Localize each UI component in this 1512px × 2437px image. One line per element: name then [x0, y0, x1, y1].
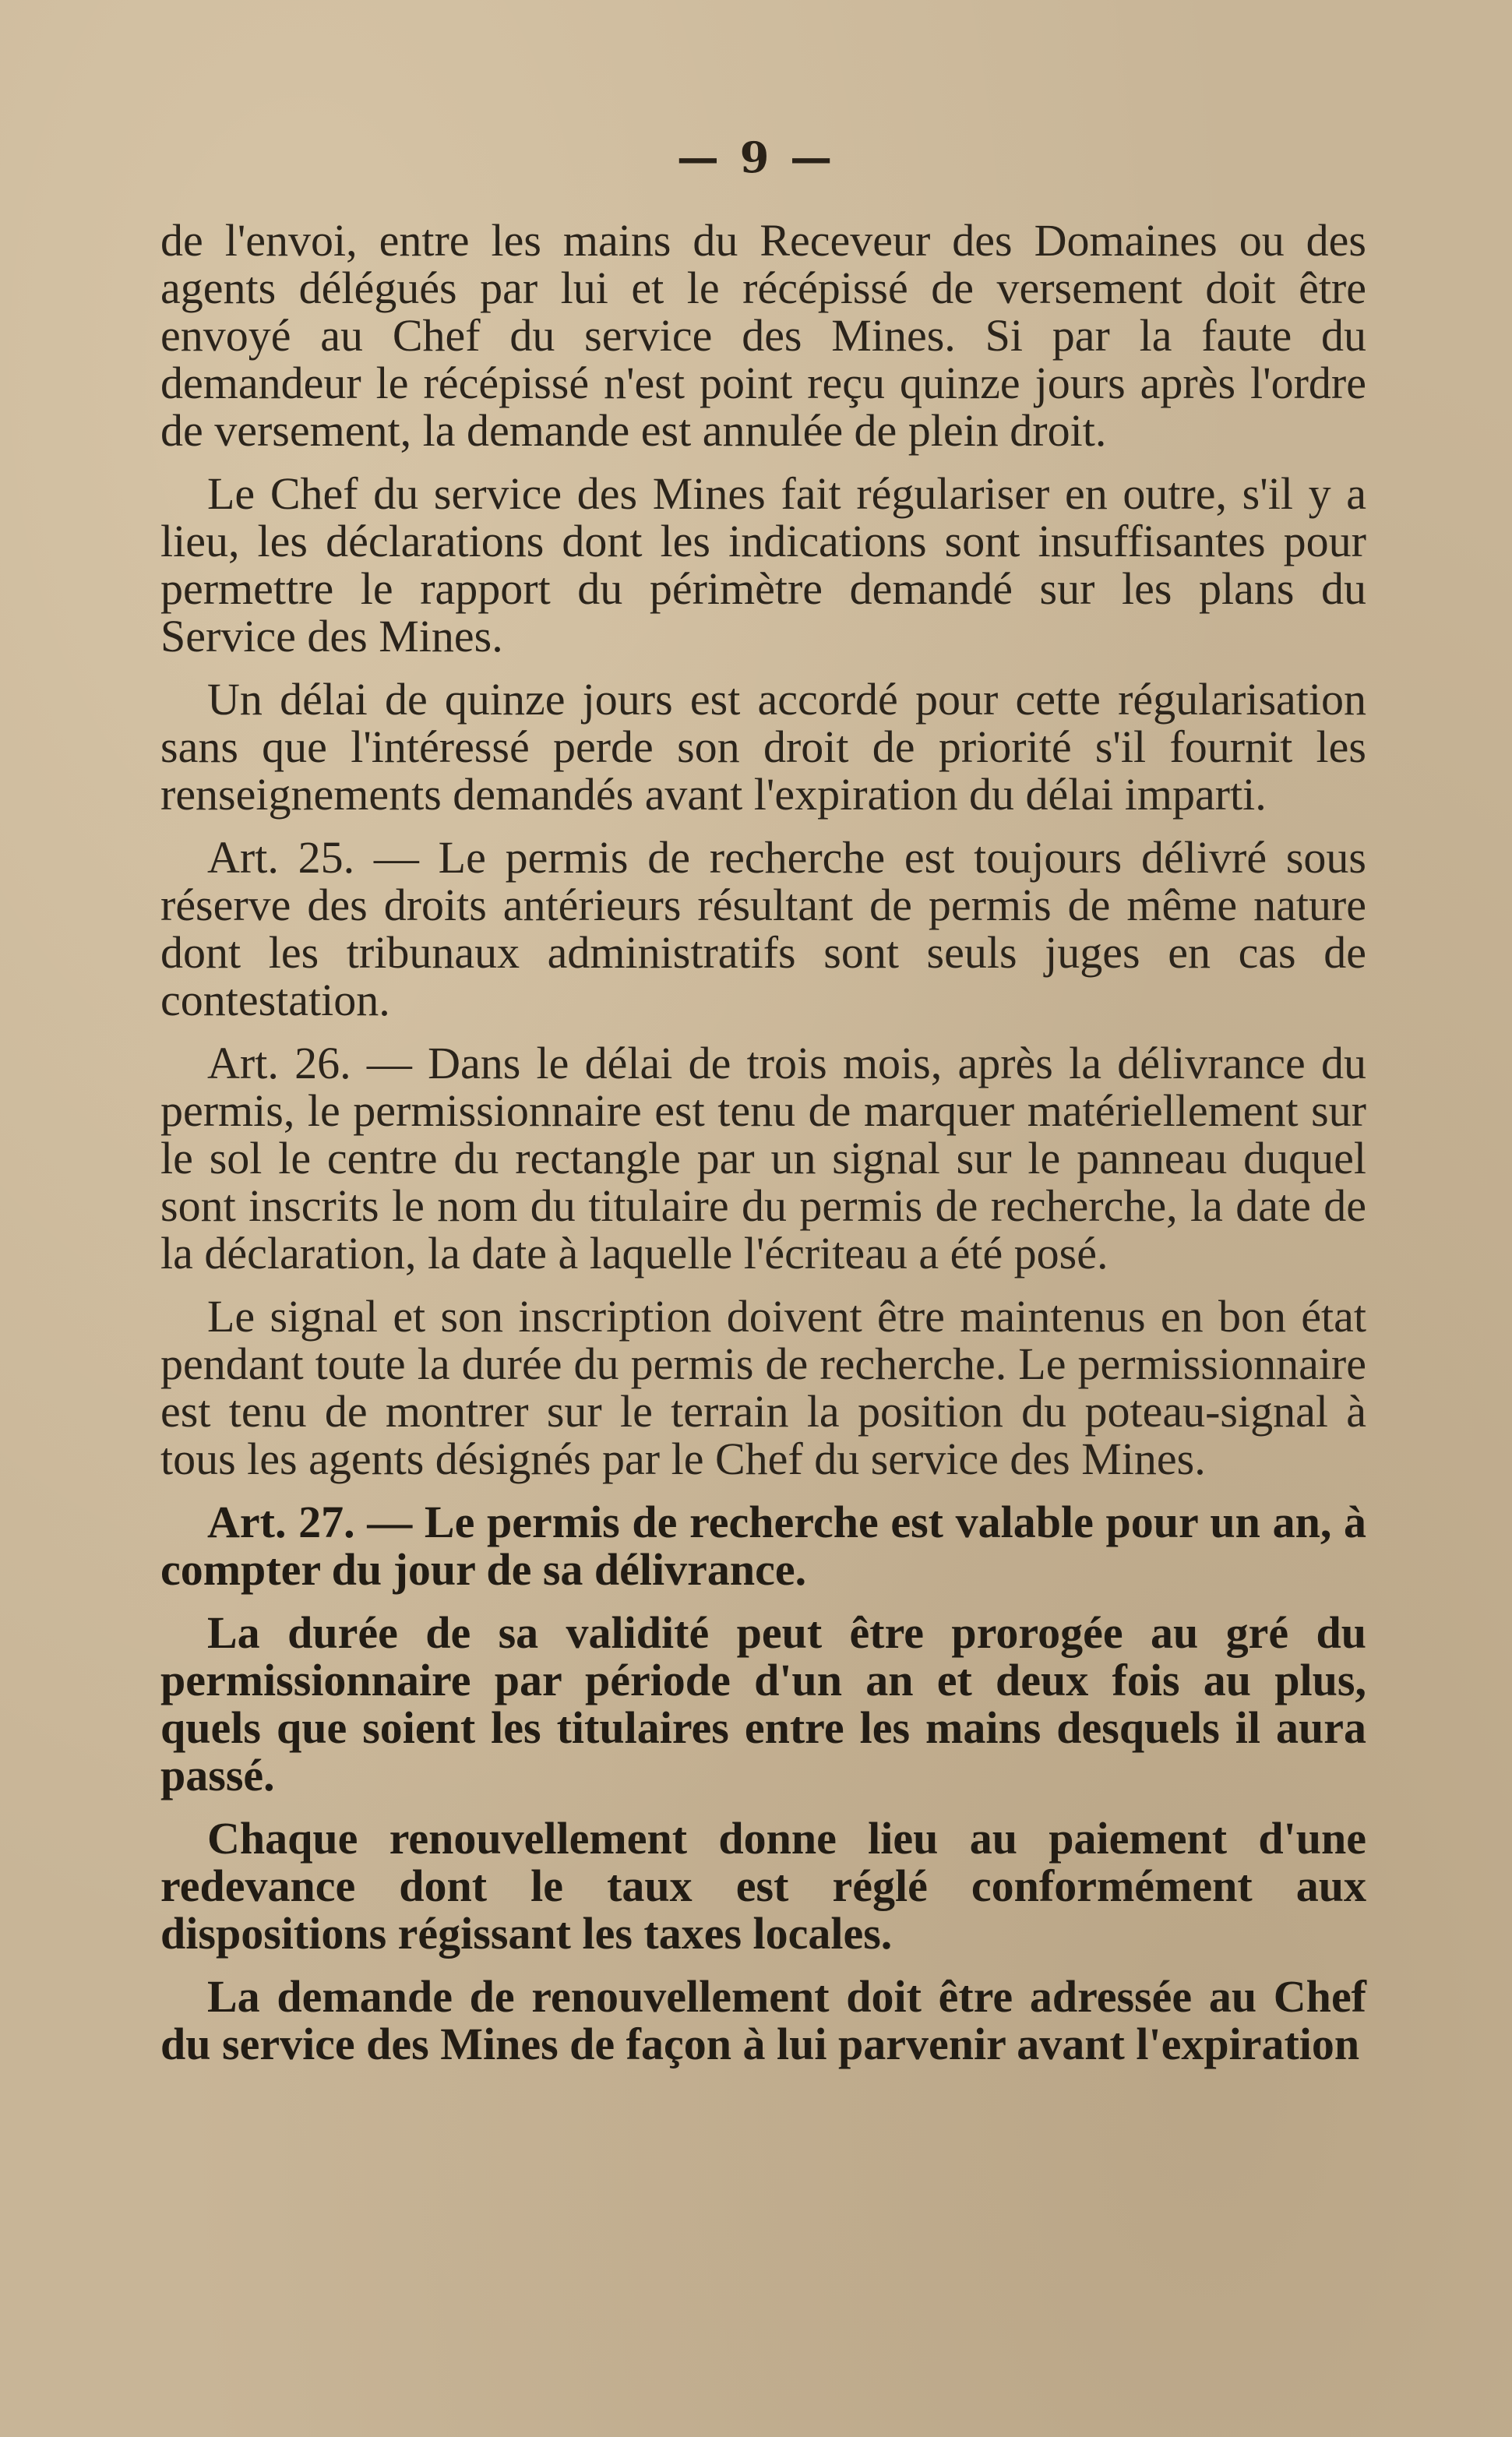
body-text	[160, 217, 1366, 2083]
paragraph-2: Le Chef du service des Mines fait régulariser en outre, s'il y a lieu, les déclarations dont les indications sont insuffisantes pour permettre le rapport du périmètre demandé sur les plans du Service des Mines.	[160, 468, 1366, 661]
paragraph-6: Le signal et son inscription doivent être maintenus en bon état pendant toute la durée du permis de recherche. Le permissionnaire est tenu de montrer sur le terrain la position du poteau-signal à tous les agents désignés par le Chef du service des Mines.	[160, 1291, 1366, 1484]
page-number: — 9 —	[676, 132, 836, 182]
paragraph-art-25: Art. 25. — Le permis de recherche est toujours délivré sous réserve des droits antérieurs résultant de permis de même nature dont les tribunaux administratifs sont seuls juges en cas de contestation.	[160, 832, 1366, 1025]
paragraph-art-27: Art. 27. — Le permis de recherche est valable pour un an, à compter du jour de sa délivrance.	[160, 1497, 1366, 1595]
paragraph-10: La demande de renouvellement doit être adressée au Chef du service des Mines de façon à lui parvenir avant l'expiration	[160, 1971, 1366, 2069]
paragraph-9: Chaque renouvellement donne lieu au paiement d'une redevance dont le taux est réglé conformément aux dispositions régissant les taxes locales.	[160, 1813, 1366, 1959]
paragraph-3: Un délai de quinze jours est accordé pour cette régularisation sans que l'intéressé perde son droit de priorité s'il fournit les renseignements demandés avant l'expiration du délai imparti.	[160, 674, 1366, 820]
paragraph-art-26: Art. 26. — Dans le délai de trois mois, après la délivrance du permis, le permissionnaire est tenu de marquer matériellement sur le sol le centre du rectangle par un signal sur le panneau duquel sont inscrits le nom du titulaire du permis de recherche, la date de la déclaration, la date à laquelle l'écriteau a été posé.	[160, 1038, 1366, 1278]
paragraph-1: de l'envoi, entre les mains du Receveur des Domaines ou des agents délégués par lui et le récépissé de versement doit être envoyé au Chef du service des Mines. Si par la faute du demandeur le récépissé n'est point reçu quinze jours après l'ordre de versement, la demande est annulée de plein droit.	[160, 215, 1366, 456]
paragraph-8: La durée de sa validité peut être prorogée au gré du permissionnaire par période d'un an et deux fois au plus, quels que soient les titulaires entre les mains desquels il aura passé.	[160, 1607, 1366, 1800]
